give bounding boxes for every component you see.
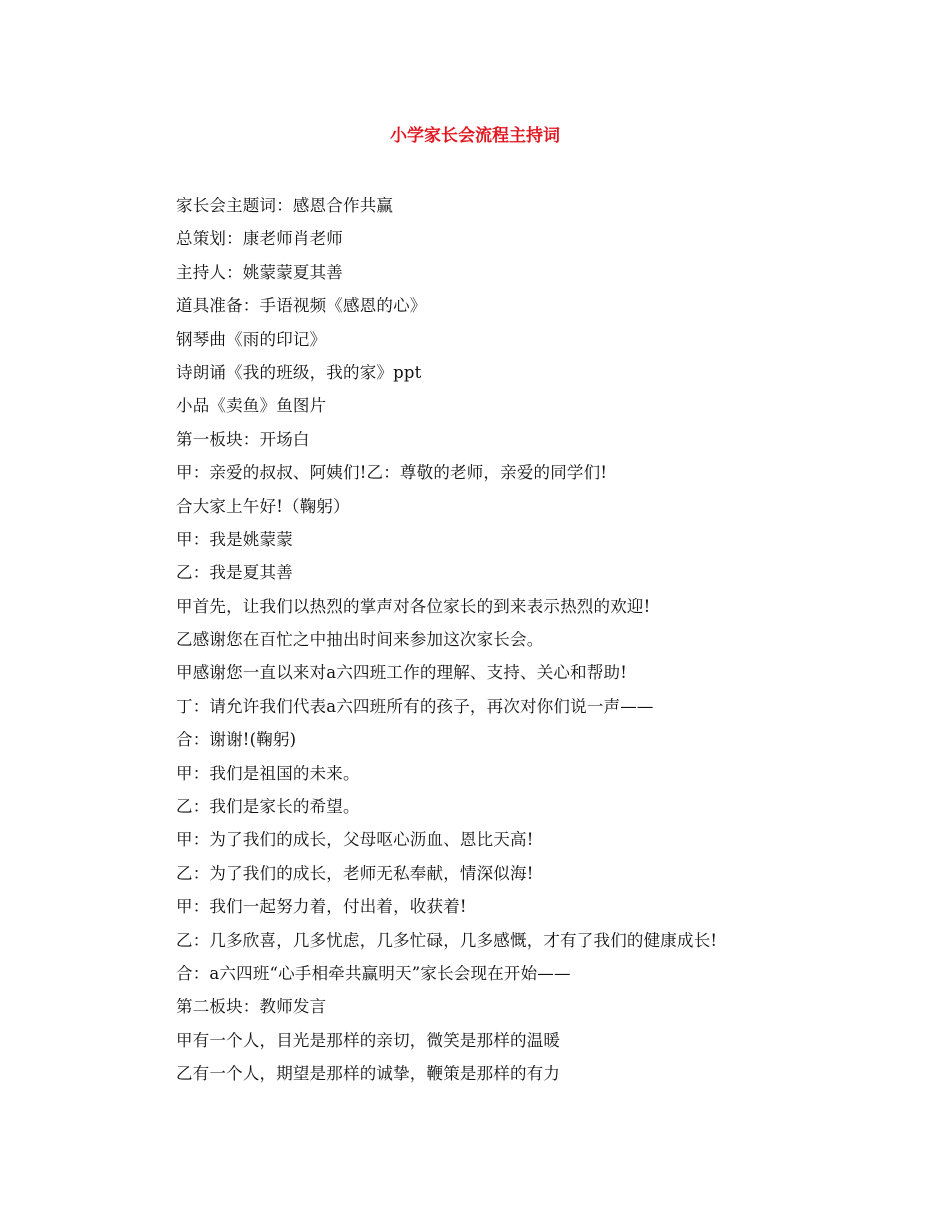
body-line: 甲：我们一起努力着，付出着，收获着! (176, 897, 467, 917)
body-line: 甲感谢您一直以来对a六四班工作的理解、支持、关心和帮助! (176, 663, 628, 683)
body-line: 甲：亲爱的叔叔、阿姨们!乙：尊敬的老师，亲爱的同学们! (176, 463, 608, 483)
body-line: 甲首先，让我们以热烈的掌声对各位家长的到来表示热烈的欢迎! (176, 596, 651, 616)
document-body (176, 193, 876, 1095)
body-line: 乙：我们是家长的希望。 (176, 797, 360, 817)
body-line: 钢琴曲《雨的印记》 (176, 329, 327, 349)
body-line: 甲有一个人，目光是那样的亲切，微笑是那样的温暖 (176, 1030, 561, 1050)
body-line: 道具准备：手语视频《感恩的心》 (176, 296, 427, 316)
body-line: 小品《卖鱼》鱼图片 (176, 396, 327, 416)
body-line: 家长会主题词：感恩合作共赢 (176, 196, 394, 215)
body-line: 甲：我们是祖国的未来。 (176, 763, 360, 783)
body-line: 第二板块：教师发言 (176, 997, 327, 1017)
body-line: 主持人：姚蒙蒙夏其善 (176, 262, 343, 282)
document-title: 小学家长会流程主持词 (390, 126, 560, 146)
body-line: 甲：我是姚蒙蒙 (176, 529, 293, 549)
body-line: 乙感谢您在百忙之中抽出时间来参加这次家长会。 (176, 630, 544, 650)
body-line: 合：谢谢!(鞠躬) (176, 730, 297, 750)
body-line: 第一板块：开场白 (176, 429, 310, 449)
body-line: 乙：几多欣喜，几多忧虑，几多忙碌，几多感慨，才有了我们的健康成长! (176, 930, 718, 950)
body-line: 甲：为了我们的成长，父母呕心沥血、恩比天高! (176, 830, 534, 850)
body-line: 合：a六四班“心手相牵共赢明天”家长会现在开始—— (176, 963, 571, 983)
body-line: 合大家上午好!（鞠躬） (176, 496, 350, 516)
body-line: 乙有一个人，期望是那样的诚挚，鞭策是那样的有力 (176, 1064, 561, 1084)
body-line: 丁：请允许我们代表a六四班所有的孩子，再次对你们说一声—— (176, 696, 654, 716)
body-line: 总策划：康老师肖老师 (176, 229, 343, 249)
body-line: 乙：为了我们的成长，老师无私奉献，情深似海! (176, 863, 534, 883)
body-line: 乙：我是夏其善 (176, 563, 293, 583)
body-line: 诗朗诵《我的班级，我的家》ppt (176, 362, 422, 382)
